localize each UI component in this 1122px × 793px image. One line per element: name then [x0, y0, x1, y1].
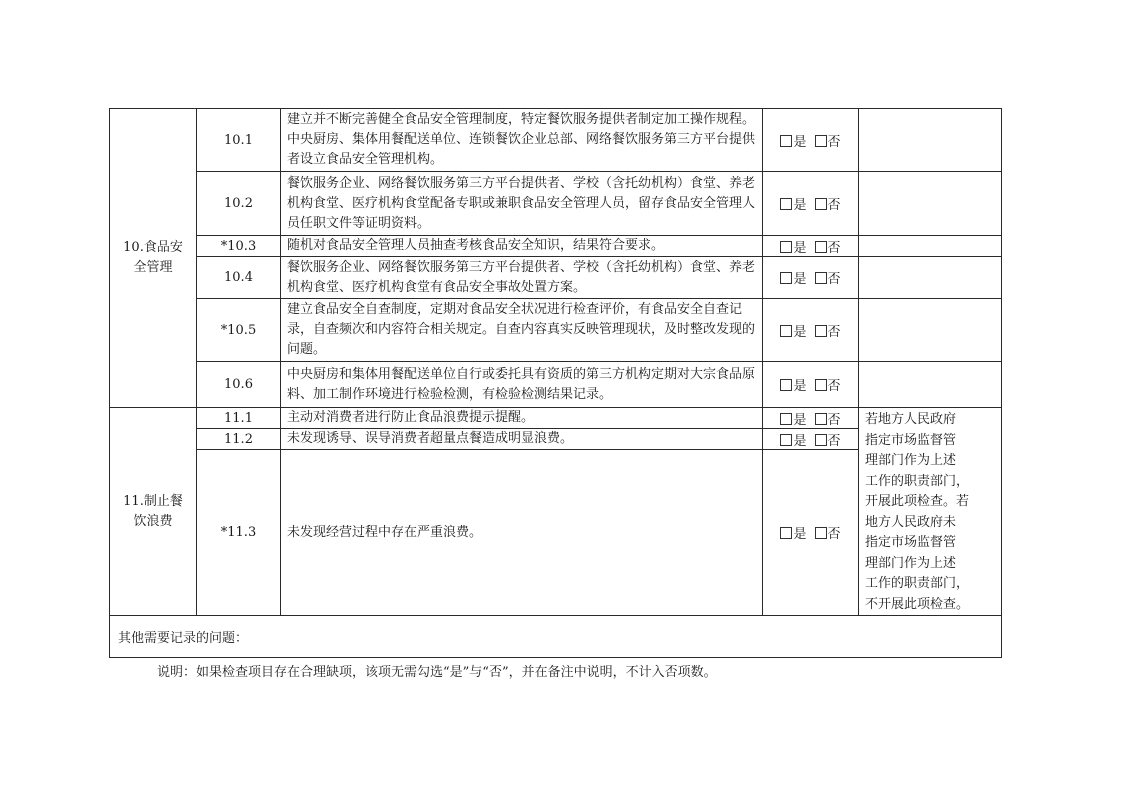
- checkbox-yes-label: 是: [793, 379, 807, 394]
- item-description: 主动对消费者进行防止食品浪费提示提醒。: [281, 408, 763, 429]
- checkbox-no-label: 否: [827, 198, 841, 213]
- checkbox-yes-label: 是: [793, 324, 807, 340]
- checkbox-no-label: 否: [827, 240, 841, 256]
- checkbox-yes[interactable]: [780, 523, 806, 542]
- remark-cell[interactable]: [859, 109, 1002, 172]
- remark-cell[interactable]: [859, 362, 1002, 408]
- checkbox-icon: [780, 379, 792, 391]
- item-number: 10.6: [197, 362, 281, 408]
- note-line: 开展此项检查。若: [865, 494, 970, 509]
- item-number: *10.5: [197, 299, 281, 362]
- category-line: 10.食品安: [123, 240, 183, 255]
- checkbox-yes-label: 是: [793, 433, 807, 449]
- note-line: 若地方人民政府: [865, 412, 957, 427]
- checkbox-icon: [780, 527, 792, 539]
- checkbox-yes-label: 是: [793, 240, 807, 256]
- checkbox-no-label: 否: [827, 379, 841, 394]
- checkbox-no-label: 否: [827, 412, 841, 428]
- checkbox-no[interactable]: [815, 268, 841, 287]
- checkbox-icon: [815, 325, 827, 337]
- checkbox-icon: [815, 272, 827, 284]
- item-description: 餐饮服务企业、网络餐饮服务第三方平台提供者、学校（含托幼机构）食堂、养老机构食堂、医疗机构食堂配备专职或兼职食品安全管理人员，留存食品安全管理人员任职文件等证明资料。: [281, 172, 763, 236]
- yes-no-check: [763, 172, 859, 236]
- footnote: 说明：如果检查项目存在合理缺项，该项无需勾选“是”与“否”，并在备注中说明，不计入否项数。: [157, 665, 717, 680]
- yes-no-check: [763, 109, 859, 172]
- table-row: [110, 236, 1002, 257]
- category-cell: [110, 109, 197, 408]
- item-description: 中央厨房和集体用餐配送单位自行或委托具有资质的第三方机构定期对大宗食品原料、加工制作环境进行检验检测，有检验检测结果记录。: [281, 362, 763, 408]
- category-line: 全管理: [133, 260, 173, 275]
- note-line: 地方人民政府未: [865, 514, 957, 530]
- category-line: 饮浪费: [133, 513, 173, 529]
- item-number: *11.3: [197, 450, 281, 616]
- checkbox-icon: [815, 527, 827, 539]
- remark-cell[interactable]: [859, 299, 1002, 362]
- item-number: *10.3: [197, 236, 281, 257]
- checkbox-no[interactable]: [815, 131, 841, 150]
- checkbox-yes[interactable]: [780, 321, 806, 340]
- checkbox-icon: [780, 272, 792, 284]
- checkbox-no[interactable]: [815, 409, 841, 428]
- remark-cell[interactable]: [859, 236, 1002, 257]
- remark-note: [859, 408, 1002, 616]
- checkbox-no-label: 否: [827, 527, 841, 542]
- table-row: [110, 109, 1002, 172]
- note-line: 指定市场监督管: [865, 535, 957, 550]
- table-row: [110, 299, 1002, 362]
- checkbox-icon: [780, 434, 792, 446]
- item-description: 建立并不断完善健全食品安全管理制度，特定餐饮服务提供者制定加工操作规程。中央厨房、集体用餐配送单位、连锁餐饮企业总部、网络餐饮服务第三方平台提供者设立食品安全管理机构。: [281, 109, 763, 172]
- yes-no-check: [763, 429, 859, 450]
- checkbox-icon: [815, 241, 827, 253]
- remark-cell[interactable]: [859, 257, 1002, 299]
- checkbox-yes[interactable]: [780, 409, 806, 428]
- checkbox-icon: [780, 413, 792, 425]
- inspection-table: [109, 108, 1002, 658]
- checkbox-no[interactable]: [815, 523, 841, 542]
- checkbox-yes[interactable]: [780, 194, 806, 213]
- checkbox-icon: [780, 325, 792, 337]
- yes-no-check: [763, 408, 859, 429]
- item-description: 随机对食品安全管理人员抽查考核食品安全知识，结果符合要求。: [281, 236, 763, 257]
- item-description: 未发现诱导、误导消费者超量点餐造成明显浪费。: [281, 429, 763, 450]
- yes-no-check: [763, 362, 859, 408]
- checkbox-icon: [780, 198, 792, 210]
- other-issues-label: 其他需要记录的问题：: [118, 631, 249, 646]
- checkbox-yes[interactable]: [780, 430, 806, 449]
- checkbox-icon: [815, 434, 827, 446]
- checkbox-no-label: 否: [827, 134, 841, 150]
- checkbox-no-label: 否: [827, 324, 841, 340]
- table-row: [110, 408, 1002, 429]
- item-number: 11.1: [197, 408, 281, 429]
- yes-no-check: [763, 236, 859, 257]
- checkbox-icon: [815, 198, 827, 210]
- item-description: 餐饮服务企业、网络餐饮服务第三方平台提供者、学校（含托幼机构）食堂、养老机构食堂、医疗机构食堂有食品安全事故处置方案。: [281, 257, 763, 299]
- yes-no-check: [763, 299, 859, 362]
- checkbox-yes[interactable]: [780, 237, 806, 256]
- other-issues-row: [110, 616, 1002, 658]
- yes-no-check: [763, 257, 859, 299]
- table-row: [110, 257, 1002, 299]
- item-number: 11.2: [197, 429, 281, 450]
- note-line: 工作的职责部门，: [865, 576, 970, 591]
- checkbox-yes-label: 是: [793, 134, 807, 150]
- checkbox-no[interactable]: [815, 375, 841, 394]
- checkbox-icon: [815, 379, 827, 391]
- checkbox-icon: [780, 241, 792, 253]
- item-number: 10.2: [197, 172, 281, 236]
- item-description: 建立食品安全自查制度，定期对食品安全状况进行检查评价，有食品安全自查记录，自查频次和内容符合相关规定。自查内容真实反映管理现状，及时整改发现的问题。: [281, 299, 763, 362]
- checkbox-yes[interactable]: [780, 131, 806, 150]
- other-issues-cell[interactable]: [110, 616, 1002, 658]
- checkbox-yes[interactable]: [780, 268, 806, 287]
- checkbox-icon: [815, 135, 827, 147]
- yes-no-check: [763, 450, 859, 616]
- checkbox-icon: [815, 413, 827, 425]
- checkbox-no[interactable]: [815, 321, 841, 340]
- table-row: [110, 362, 1002, 408]
- note-line: 不开展此项检查。: [865, 596, 970, 612]
- checkbox-yes-label: 是: [793, 527, 807, 542]
- checkbox-yes-label: 是: [793, 198, 807, 213]
- checkbox-yes-label: 是: [793, 272, 807, 287]
- item-number: 10.4: [197, 257, 281, 299]
- category-line: 11.制止餐: [123, 493, 183, 509]
- checkbox-no[interactable]: [815, 194, 841, 213]
- checkbox-no-label: 否: [827, 433, 841, 449]
- note-line: 指定市场监督管: [865, 432, 957, 448]
- note-line: 理部门作为上述: [865, 453, 957, 468]
- checkbox-yes[interactable]: [780, 375, 806, 394]
- checkbox-no-label: 否: [827, 272, 841, 287]
- checkbox-no[interactable]: [815, 430, 841, 449]
- checkbox-icon: [780, 135, 792, 147]
- item-number: 10.1: [197, 109, 281, 172]
- note-line: 工作的职责部门，: [865, 473, 970, 489]
- remark-cell[interactable]: [859, 172, 1002, 236]
- note-line: 理部门作为上述: [865, 555, 957, 571]
- category-cell: [110, 408, 197, 616]
- item-description: 未发现经营过程中存在严重浪费。: [281, 450, 763, 616]
- checkbox-yes-label: 是: [793, 412, 807, 428]
- table-row: [110, 172, 1002, 236]
- checkbox-no[interactable]: [815, 237, 841, 256]
